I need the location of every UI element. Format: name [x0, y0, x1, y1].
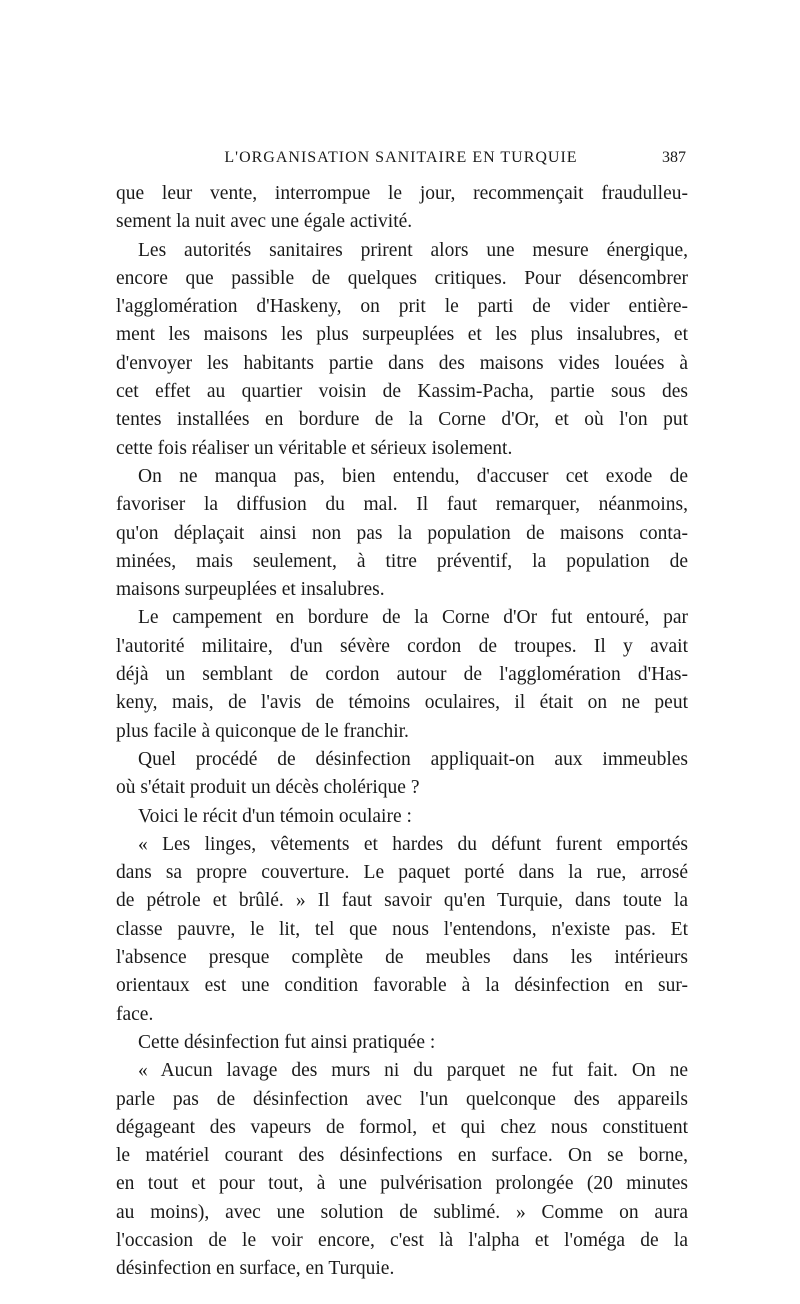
- text-line: keny, mais, de l'avis de témoins oculaires, il était on ne peut: [116, 692, 688, 714]
- text-line: l'autorité militaire, d'un sévère cordon de troupes. Il y avait: [116, 635, 688, 657]
- text-line: Les autorités sanitaires prirent alors une mesure énergique,: [138, 239, 688, 261]
- text-line: que leur vente, interrompue le jour, recommençait fraudulleu-: [116, 183, 688, 204]
- text-line: plus facile à quiconque de le franchir.: [116, 720, 409, 742]
- text-line: cet effet au quartier voisin de Kassim-Pacha, partie sous des: [116, 381, 688, 403]
- running-title: L'ORGANISATION SANITAIRE EN TURQUIE: [224, 149, 578, 166]
- text-line: l'agglomération d'Haskeny, on prit le parti de vider entière-: [116, 296, 688, 318]
- text-line: ment les maisons les plus surpeuplées et les plus insalubres, et: [116, 324, 688, 346]
- text-line: Le campement en bordure de la Corne d'Or fut entouré, par: [138, 607, 688, 629]
- text-line: le matériel courant des désinfections en surface. On se borne,: [116, 1145, 688, 1167]
- text-line: face.: [116, 1003, 154, 1025]
- text-line: Cette désinfection fut ainsi pratiquée :: [138, 1031, 436, 1053]
- text-line: classe pauvre, le lit, tel que nous l'entendons, n'existe pas. Et: [116, 918, 688, 940]
- text-line: « Aucun lavage des murs ni du parquet ne fut fait. On ne: [138, 1060, 688, 1082]
- text-line: On ne manqua pas, bien entendu, d'accuser cet exode de: [138, 465, 688, 487]
- text-line: l'absence presque complète de meubles dans les intérieurs: [116, 947, 688, 969]
- text-line: minées, mais seulement, à titre préventif, la population de: [116, 550, 688, 572]
- text-line: Voici le récit d'un témoin oculaire :: [138, 805, 412, 827]
- text-line: l'occasion de le voir encore, c'est là l'alpha et l'oméga de la: [116, 1229, 688, 1251]
- text-line: déjà un semblant de cordon autour de l'agglomération d'Has-: [116, 664, 688, 686]
- text-line: qu'on déplaçait ainsi non pas la population de maisons conta-: [116, 522, 688, 544]
- text-line: désinfection en surface, en Turquie.: [116, 1258, 395, 1280]
- text-line: où s'était produit un décès cholérique ?: [116, 777, 420, 799]
- text-line: favoriser la diffusion du mal. Il faut remarquer, néanmoins,: [116, 494, 688, 516]
- text-line: « Les linges, vêtements et hardes du défunt furent emportés: [138, 833, 688, 855]
- running-head: [116, 146, 686, 170]
- text-line: au moins), avec une solution de sublimé. » Comme on aura: [116, 1201, 688, 1223]
- text-line: cette fois réaliser un véritable et sérieux isolement.: [116, 437, 513, 459]
- text-line: tentes installées en bordure de la Corne d'Or, et où l'on put: [116, 409, 688, 431]
- page-number: 387: [662, 149, 686, 166]
- text-line: maisons surpeuplées et insalubres.: [116, 579, 385, 601]
- text-line: dans sa propre couverture. Le paquet porté dans la rue, arrosé: [116, 862, 688, 884]
- text-line: sement la nuit avec une égale activité.: [116, 211, 413, 233]
- text-line: d'envoyer les habitants partie dans des maisons vides louées à: [116, 352, 688, 374]
- text-line: orientaux est une condition favorable à la désinfection en sur-: [116, 975, 688, 997]
- body-text: [116, 180, 688, 1284]
- text-line: dégageant des vapeurs de formol, et qui chez nous constituent: [116, 1116, 688, 1138]
- text-line: parle pas de désinfection avec l'un quelconque des appareils: [116, 1088, 688, 1110]
- text-line: de pétrole et brûlé. » Il faut savoir qu'en Turquie, dans toute la: [116, 890, 688, 912]
- text-line: Quel procédé de désinfection appliquait-on aux immeubles: [138, 748, 688, 770]
- text-line: en tout et pour tout, à une pulvérisation prolongée (20 minutes: [116, 1173, 688, 1195]
- text-line: encore que passible de quelques critiques. Pour désencombrer: [116, 267, 688, 289]
